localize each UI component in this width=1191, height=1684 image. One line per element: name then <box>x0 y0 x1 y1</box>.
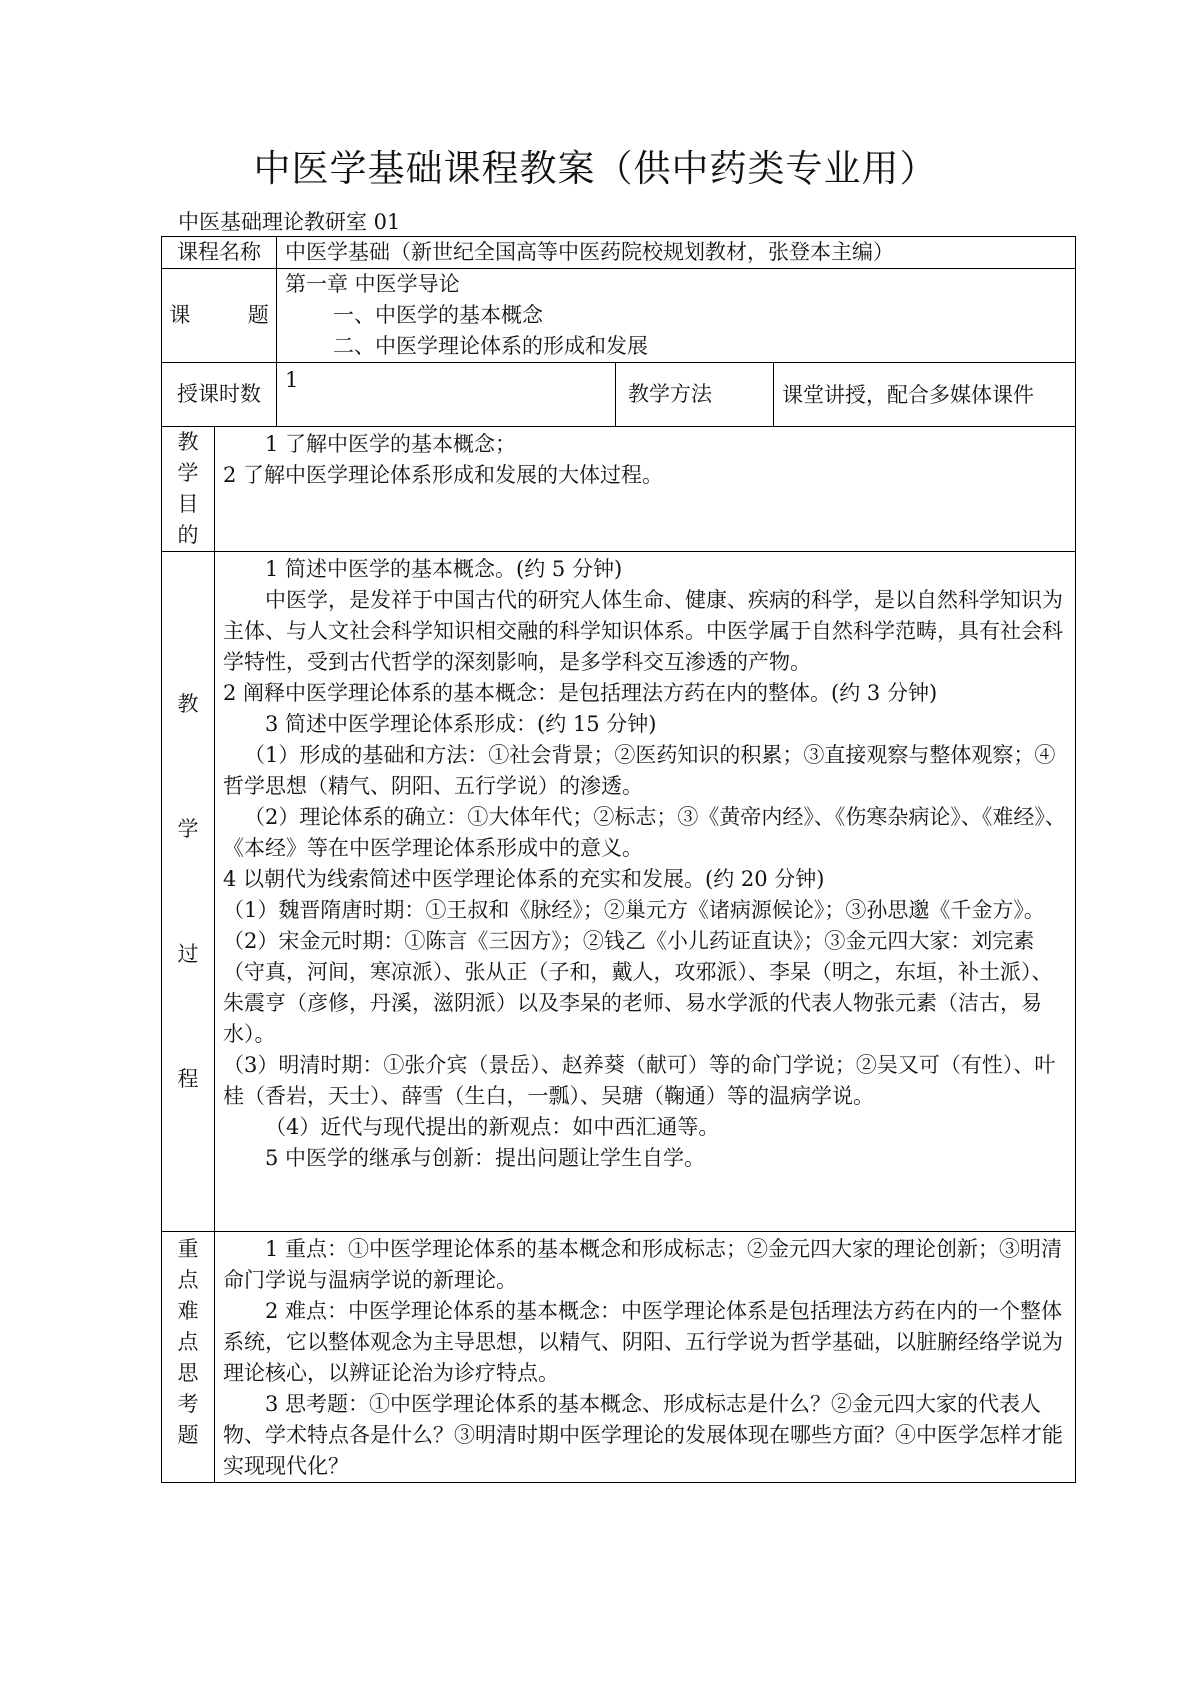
process-paragraph: （4）近代与现代提出的新观点：如中西汇通等。 <box>265 1115 720 1139</box>
process-paragraph: 4 以朝代为线索简述中医学理论体系的充实和发展。(约 20 分钟) <box>223 867 825 891</box>
topic-section-1: 一、中医学的基本概念 <box>333 303 543 327</box>
topic-label-char-2: 题 <box>247 303 269 327</box>
page-title: 中医学基础课程教案（供中药类专业用） <box>253 147 938 190</box>
keypoints-paragraph: 1 重点：①中医学理论体系的基本概念和形成标志；②金元四大家的理论创新；③明清命门学说与温病学说的新理论。 <box>223 1237 1063 1292</box>
process-paragraph: （1）形成的基础和方法：①社会背景；②医药知识的积累；③直接观察与整体观察；④哲学思想（精气、阴阳、五行学说）的渗透。 <box>223 743 1056 798</box>
hours-row <box>162 363 1076 427</box>
hours-label: 授课时数 <box>162 363 277 427</box>
process-label-char: 教 <box>177 691 199 716</box>
objectives-label-char: 教 <box>177 430 199 454</box>
process-label <box>162 552 215 1232</box>
process-row <box>162 552 1076 1232</box>
topic-chapter: 第一章 中医学导论 <box>285 272 460 296</box>
keypoints-label-char: 思 <box>177 1361 199 1385</box>
process-paragraph: 3 简述中医学理论体系形成：(约 15 分钟) <box>265 712 657 736</box>
keypoints-label-char: 难 <box>177 1299 199 1323</box>
topic-label-char-1: 课 <box>169 303 191 327</box>
process-content <box>215 552 1076 1232</box>
process-paragraph: （2）宋金元时期：①陈言《三因方》；②钱乙《小儿药证直诀》；③金元四大家：刘完素（守真，河间，寒凉派）、张从正（子和，戴人，攻邪派）、李杲（明之，东垣，补土派）、朱震亨（彦修，丹溪，滋阴派）以及李杲的老师、易水学派的代表人物张元素（洁古，易水）。 <box>223 929 1053 1046</box>
objectives-row <box>162 427 1076 552</box>
topic-label <box>162 269 277 363</box>
course-name-label: 课程名称 <box>162 237 277 269</box>
process-label-char: 过 <box>177 941 199 966</box>
objective-item: 1 了解中医学的基本概念； <box>265 432 517 456</box>
process-paragraph: 1 简述中医学的基本概念。(约 5 分钟) <box>265 557 623 581</box>
course-name-value: 中医学基础（新世纪全国高等中医药院校规划教材，张登本主编） <box>277 237 1076 269</box>
process-paragraph: 2 阐释中医学理论体系的基本概念：是包括理法方药在内的整体。(约 3 分钟) <box>223 681 938 705</box>
course-row <box>162 237 1076 269</box>
lesson-plan-table <box>161 236 1076 1483</box>
method-value: 课堂讲授，配合多媒体课件 <box>774 363 1076 427</box>
process-paragraph: （3）明清时期：①张介宾（景岳）、赵养葵（献可）等的命门学说；②吴又可（有性）、叶桂（香岩，天士）、薛雪（生白，一瓢）、吴瑭（鞠通）等的温病学说。 <box>223 1053 1056 1108</box>
process-label-char: 学 <box>177 816 199 841</box>
keypoints-label <box>162 1232 215 1483</box>
keypoints-content <box>215 1232 1076 1483</box>
topic-row <box>162 269 1076 363</box>
objectives-label-char: 的 <box>177 523 199 547</box>
objectives-content <box>215 427 1076 552</box>
objectives-label <box>162 427 215 552</box>
process-paragraph: （1）魏晋隋唐时期：①王叔和《脉经》；②巢元方《诸病源候论》；③孙思邈《千金方》。 <box>223 898 1045 922</box>
keypoints-label-char: 考 <box>177 1392 199 1416</box>
objectives-label-char: 学 <box>177 461 199 485</box>
keypoints-label-char: 点 <box>177 1330 199 1354</box>
method-label: 教学方法 <box>616 363 774 427</box>
process-label-char: 程 <box>177 1066 199 1091</box>
keypoints-label-char: 题 <box>177 1423 199 1447</box>
keypoints-label-char: 重 <box>177 1237 199 1261</box>
objectives-label-char: 目 <box>177 492 199 516</box>
topic-section-2: 二、中医学理论体系的形成和发展 <box>333 334 648 358</box>
keypoints-paragraph: 3 思考题：①中医学理论体系的基本概念、形成标志是什么？②金元四大家的代表人物、学术特点各是什么？③明清时期中医学理论的发展体现在哪些方面？④中医学怎样才能实现现代化？ <box>223 1392 1063 1478</box>
topic-value <box>277 269 1076 363</box>
keypoints-row <box>162 1232 1076 1483</box>
process-paragraph: 5 中医学的继承与创新：提出问题让学生自学。 <box>265 1146 706 1170</box>
objective-item: 2 了解中医学理论体系形成和发展的大体过程。 <box>223 463 664 487</box>
department-label: 中医基础理论教研室 01 <box>178 210 401 234</box>
keypoints-label-char: 点 <box>177 1268 199 1292</box>
process-paragraph: 中医学，是发祥于中国古代的研究人体生命、健康、疾病的科学，是以自然科学知识为主体、与人文社会科学知识相交融的科学知识体系。中医学属于自然科学范畴，具有社会科学特性，受到古代哲学的深刻影响，是多学科交互渗透的产物。 <box>223 588 1063 674</box>
keypoints-paragraph: 2 难点：中医学理论体系的基本概念：中医学理论体系是包括理法方药在内的一个整体系统，它以整体观念为主导思想，以精气、阴阳、五行学说为哲学基础，以脏腑经络学说为理论核心，以辨证论治为诊疗特点。 <box>223 1299 1063 1385</box>
hours-value: 1 <box>277 363 616 427</box>
process-paragraph: （2）理论体系的确立：①大体年代；②标志；③《黄帝内经》、《伤寒杂病论》、《难经》、《本经》等在中医学理论体系形成中的意义。 <box>223 805 1066 860</box>
